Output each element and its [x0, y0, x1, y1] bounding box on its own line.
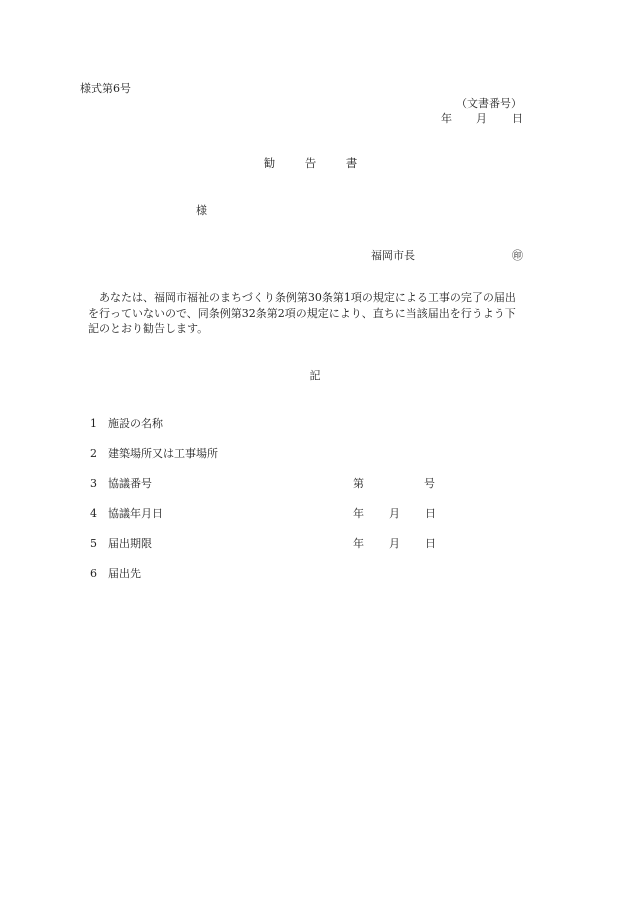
year-label: 年 [441, 112, 452, 125]
item-number: 3 [90, 477, 97, 490]
list-item [90, 565, 141, 581]
day-label: 日 [425, 507, 436, 520]
value-suffix: 号 [424, 477, 435, 490]
ki-heading: 記 [309, 369, 321, 382]
value-prefix: 第 [353, 477, 364, 490]
consultation-date-value [353, 505, 436, 521]
year-label: 年 [353, 537, 364, 550]
item-label: 施設の名称 [108, 417, 163, 430]
day-label: 日 [425, 537, 436, 550]
consultation-number-value [353, 475, 435, 491]
item-number: 6 [90, 567, 97, 580]
item-number: 4 [90, 507, 97, 520]
document-title: 勧 告 書 [263, 156, 367, 170]
year-label: 年 [353, 507, 364, 520]
month-label: 月 [476, 112, 487, 125]
item-label: 協議年月日 [108, 507, 163, 520]
item-number: 2 [90, 447, 97, 460]
item-number: 1 [90, 417, 97, 430]
list-item [90, 505, 163, 521]
body-line: 記のとおり勧告します。 [88, 322, 209, 335]
body-paragraph [88, 290, 558, 337]
item-label: 協議番号 [108, 477, 152, 490]
month-label: 月 [389, 537, 400, 550]
issue-date-line [441, 110, 523, 126]
seal-mark: ㊞ [512, 249, 523, 262]
day-label: 日 [512, 112, 523, 125]
form-number: 様式第6号 [80, 82, 131, 95]
issuer-name: 福岡市長 [371, 249, 415, 262]
body-line: あなたは、福岡市福祉のまちづくり条例第30条第1項の規定による工事の完了の届出 [99, 291, 516, 304]
list-item [90, 445, 218, 461]
document-number-label: （文書番号） [456, 97, 522, 110]
list-item [90, 475, 152, 491]
item-label: 届出期限 [108, 537, 152, 550]
body-line: を行っていないので、同条例第32条第2項の規定により、直ちに当該届出を行うよう下 [88, 306, 516, 320]
list-item [90, 415, 163, 431]
deadline-date-value [353, 535, 436, 551]
item-label: 届出先 [108, 567, 141, 580]
item-label: 建築場所又は工事場所 [108, 447, 218, 460]
month-label: 月 [389, 507, 400, 520]
item-number: 5 [90, 537, 97, 550]
list-item [90, 535, 152, 551]
addressee-suffix: 様 [196, 204, 207, 217]
